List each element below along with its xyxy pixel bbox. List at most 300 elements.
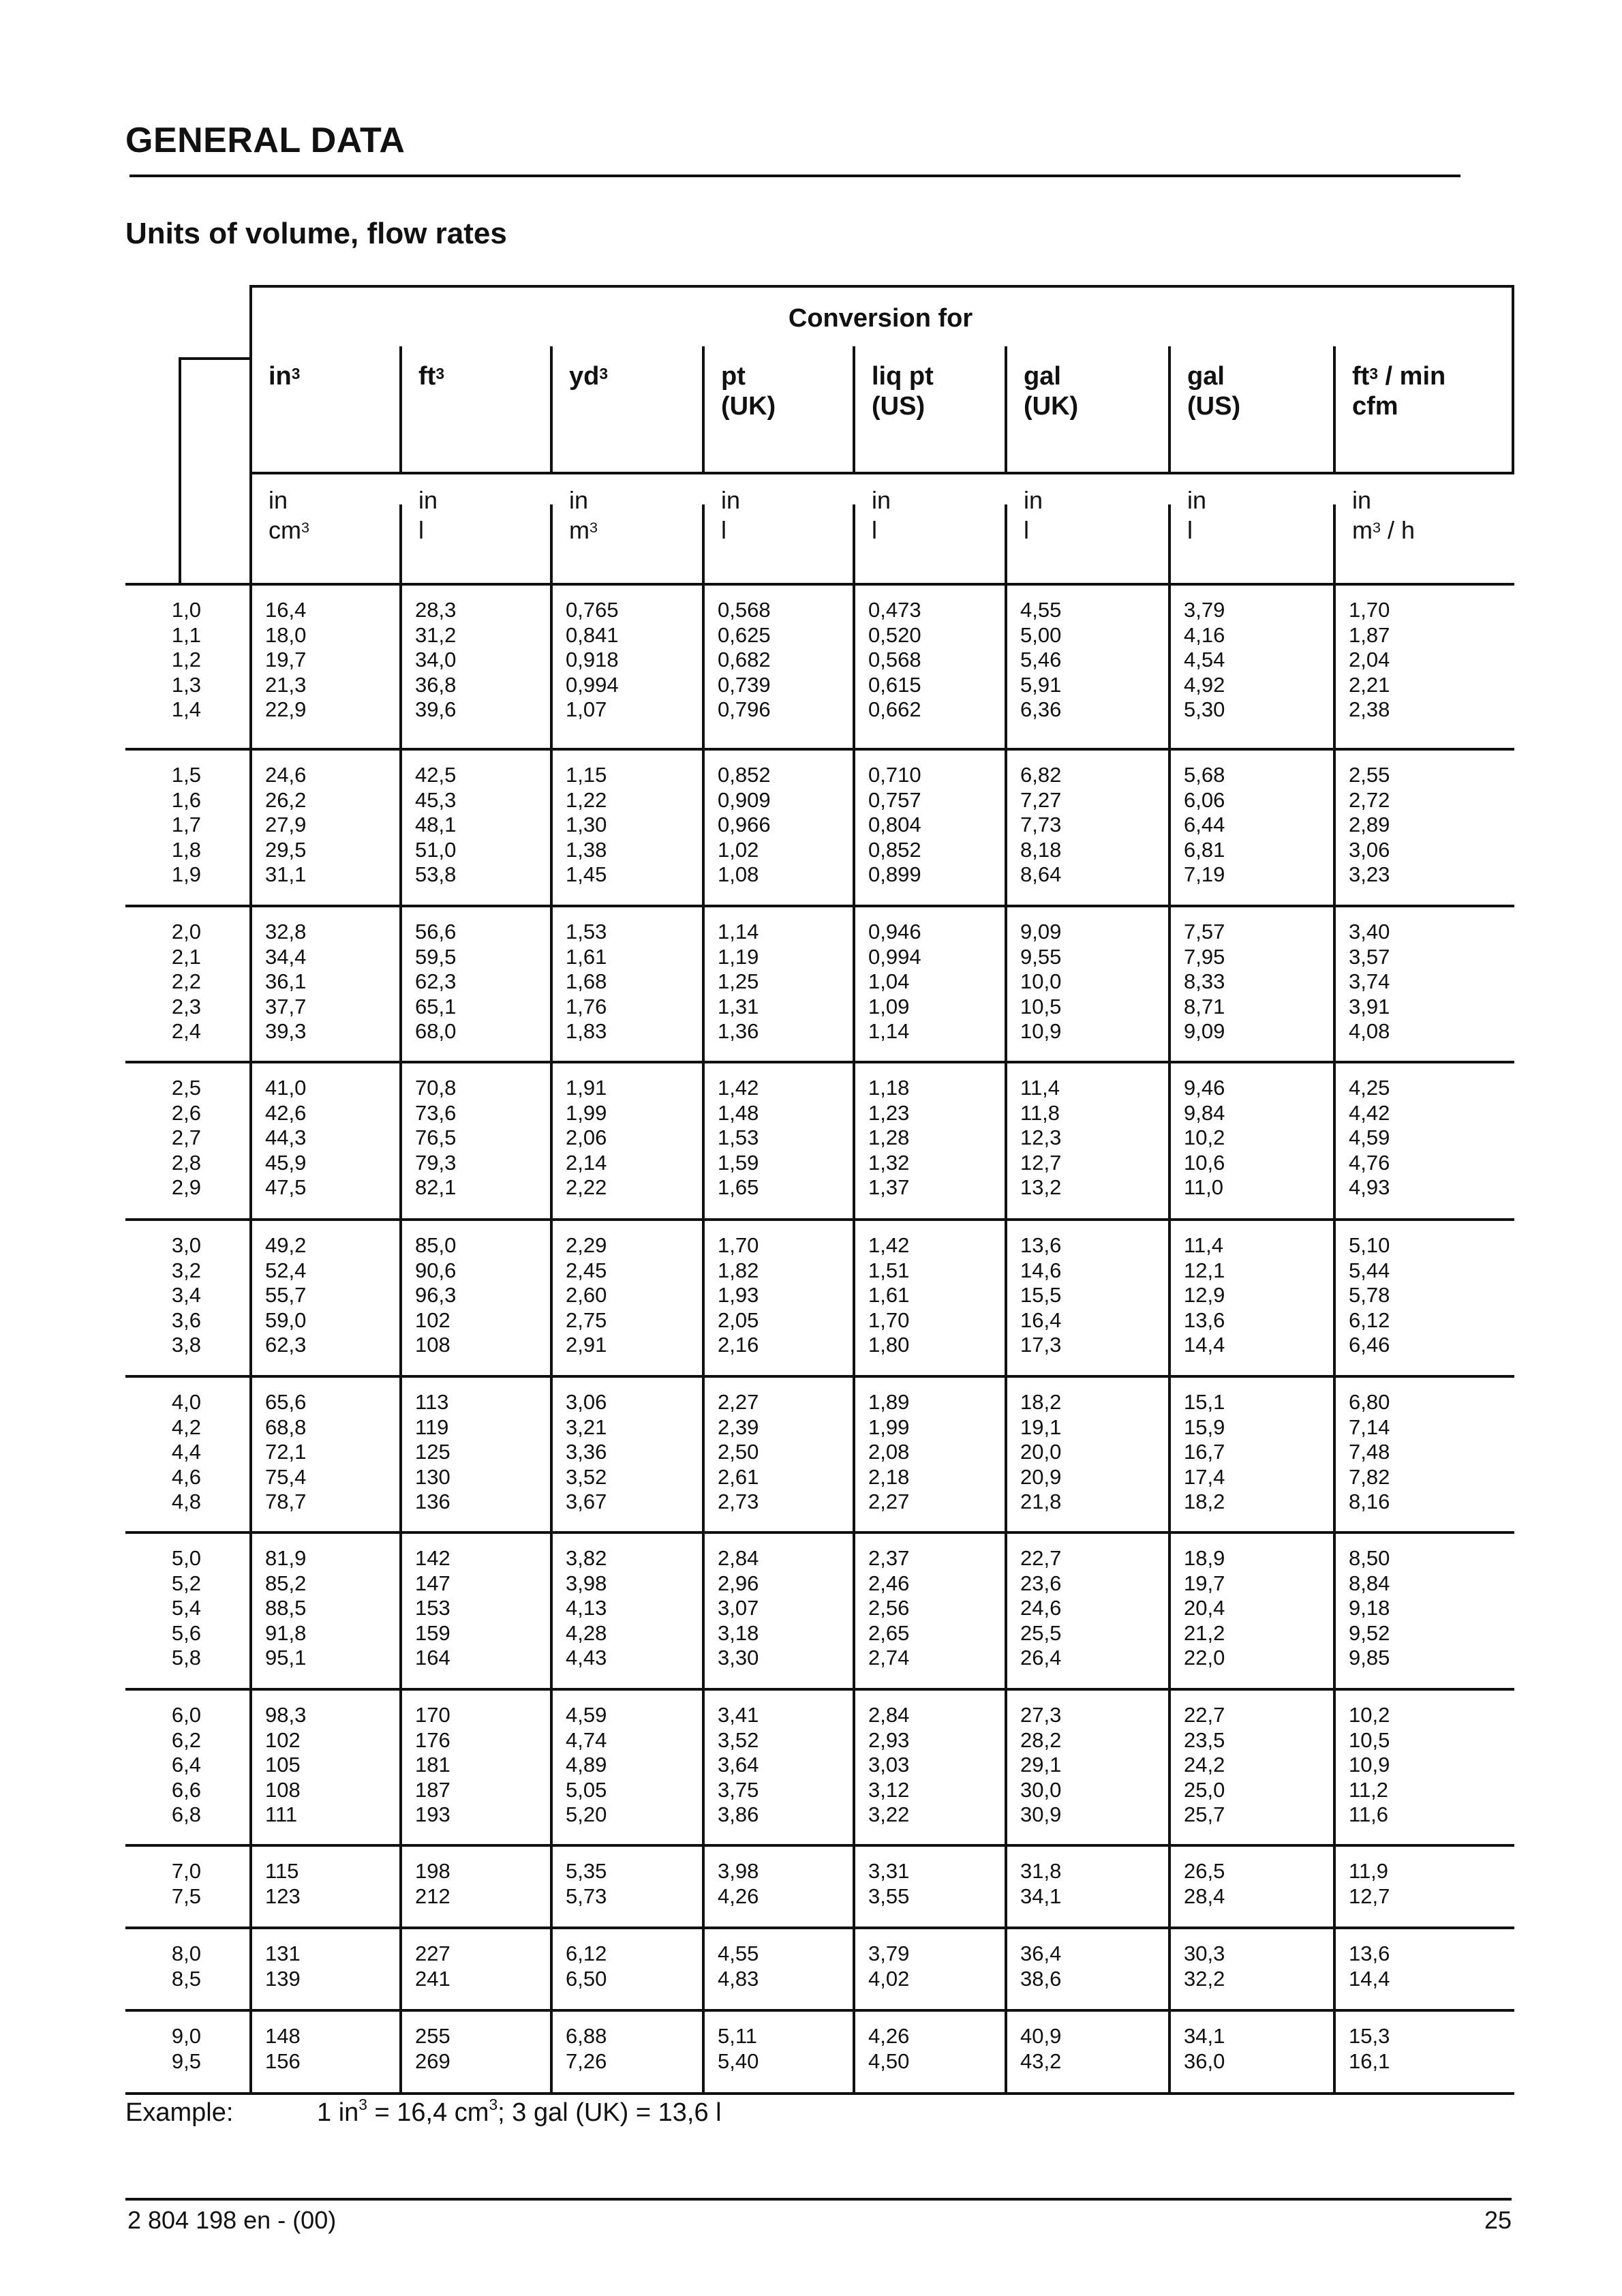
table-cell: 9,18 [1349,1596,1390,1620]
row-value-stub: 1,7 [171,813,201,836]
table-cell: 7,57 [1184,920,1225,943]
table-cell: 55,7 [265,1283,307,1307]
table-cell: 36,8 [415,672,457,697]
table-cell: 3,06 [566,1390,607,1414]
table-cell: 4,43 [566,1646,607,1670]
table-cell: 36,4 [1020,1942,1062,1965]
table-cell: 3,52 [718,1727,759,1752]
table-cell: 3,55 [868,1884,910,1908]
table-cell: 5,35 [566,1859,607,1883]
row-value-stub: 2,7 [171,1126,201,1149]
table-cell: 3,74 [1349,969,1390,993]
row-value-stub: 5,0 [171,1546,201,1570]
table-cell: 6,80 [1349,1390,1390,1414]
column-header: $ft^3$ [418,362,444,391]
row-value-stub: 4,8 [171,1490,201,1513]
table-cell: 147 [415,1571,450,1595]
table-cell: 5,05 [566,1777,607,1802]
table-cell: 2,27 [868,1490,910,1513]
column-target-unit: in $cm^3$ [269,486,310,544]
table-cell: 2,46 [868,1571,910,1595]
table-cell: 4,55 [718,1942,759,1965]
table-cell: 4,08 [1349,1019,1390,1043]
table-cell: 181 [415,1753,450,1777]
table-cell: 34,1 [1020,1884,1062,1908]
table-cell: 65,6 [265,1390,307,1414]
row-value-stub: 2,3 [171,994,201,1018]
table-cell: 131 [265,1942,301,1965]
table-cell: 27,3 [1020,1703,1062,1727]
row-value-stub: 1,9 [171,862,201,886]
table-cell: 1,91 [566,1076,607,1100]
table-cell: 1,70 [868,1308,910,1332]
table-cell: 96,3 [415,1283,457,1307]
group-rule [125,1061,1514,1063]
table-cell: 20,4 [1184,1596,1225,1620]
table-cell: 2,72 [1349,787,1390,812]
table-cell: 39,3 [265,1019,307,1043]
table-cell: 59,0 [265,1308,307,1332]
table-cell: 4,83 [718,1966,759,1991]
table-cell: 9,52 [1349,1620,1390,1645]
table-cell: 30,0 [1020,1777,1062,1802]
table-cell: 2,84 [868,1703,910,1727]
table-cell: 6,44 [1184,813,1225,836]
table-cell: 212 [415,1884,450,1908]
table-cell: 102 [415,1308,450,1332]
table-cell: 23,5 [1184,1727,1225,1752]
table-cell: 38,6 [1020,1966,1062,1991]
table-cell: 95,1 [265,1646,307,1670]
row-value-stub: 2,0 [171,920,201,943]
table-cell: 4,16 [1184,622,1225,647]
table-cell: 1,42 [718,1076,759,1100]
row-value-stub: 8,5 [171,1966,201,1991]
table-cell: 78,7 [265,1490,307,1513]
table-cell: 0,568 [868,648,921,671]
table-cell: 4,59 [566,1703,607,1727]
row-value-stub: 1,4 [171,697,201,721]
example-label: Example: [125,2098,234,2127]
table-cell: 2,29 [566,1233,607,1257]
column-divider [399,504,402,2092]
row-value-stub: 1,6 [171,787,201,812]
table-cell: 29,5 [265,837,307,862]
table-cell: 36,0 [1184,2049,1225,2073]
table-cell: 18,2 [1020,1390,1062,1414]
table-cell: 16,7 [1184,1440,1225,1464]
table-cell: 3,91 [1349,994,1390,1018]
table-cell: 2,39 [718,1415,759,1439]
table-cell: 170 [415,1703,450,1727]
table-cell: 4,28 [566,1620,607,1645]
table-cell: 3,52 [566,1464,607,1489]
table-cell: 6,12 [566,1942,607,1965]
table-cell: 1,82 [718,1258,759,1282]
table-cell: 82,1 [415,1175,457,1199]
table-cell: 0,757 [868,787,921,812]
table-cell: 21,3 [265,672,307,697]
table-cell: 7,48 [1349,1440,1390,1464]
table-cell: 31,8 [1020,1859,1062,1883]
table-cell: 2,56 [868,1596,910,1620]
table-cell: 0,796 [718,697,771,721]
table-cell: 52,4 [265,1258,307,1282]
table-cell: 11,2 [1349,1777,1389,1802]
table-cell: 10,5 [1349,1727,1390,1752]
table-cell: 7,19 [1184,862,1225,886]
table-cell: 12,9 [1184,1283,1225,1307]
table-cell: 44,3 [265,1126,307,1149]
table-cell: 25,7 [1184,1802,1225,1826]
table-cell: 42,6 [265,1100,307,1125]
table-cell: 1,51 [868,1258,910,1282]
table-cell: 1,14 [868,1019,910,1043]
table-cell: 7,95 [1184,944,1225,969]
table-cell: 34,0 [415,648,457,671]
table-cell: 45,9 [265,1150,307,1175]
table-cell: 5,20 [566,1802,607,1826]
table-cell: 15,1 [1184,1390,1225,1414]
table-cell: 1,80 [868,1333,910,1357]
group-rule [125,1375,1514,1378]
stub-bracket-top [179,357,249,360]
table-cell: 3,82 [566,1546,607,1570]
table-cell: 70,8 [415,1076,457,1100]
table-cell: 1,28 [868,1126,910,1149]
row-value-stub: 3,0 [171,1233,201,1257]
table-cell: 136 [415,1490,450,1513]
table-cell: 5,00 [1020,622,1062,647]
group-rule [125,1531,1514,1534]
header-column-divider [702,346,705,472]
conversion-label: Conversion for [788,304,973,333]
table-cell: 62,3 [415,969,457,993]
table-cell: 1,70 [1349,598,1390,622]
table-cell: 9,84 [1184,1100,1225,1125]
row-value-stub: 2,9 [171,1175,201,1199]
table-cell: 53,8 [415,862,457,886]
row-value-stub: 8,0 [171,1942,201,1965]
table-cell: 108 [265,1777,301,1802]
row-value-stub: 1,0 [171,598,201,622]
column-divider [853,504,855,2092]
table-cell: 1,61 [868,1283,910,1307]
group-rule [125,1688,1514,1691]
table-cell: 2,21 [1349,672,1390,697]
table-cell: 4,02 [868,1966,910,1991]
table-cell: 0,765 [566,598,619,622]
table-cell: 19,1 [1020,1415,1062,1439]
table-cell: 111 [265,1802,298,1826]
table-cell: 2,93 [868,1727,910,1752]
table-cell: 18,9 [1184,1546,1225,1570]
group-rule [125,1218,1514,1221]
table-cell: 4,50 [868,2049,910,2073]
header-column-divider [1333,346,1336,472]
table-cell: 8,71 [1184,994,1225,1018]
table-cell: 227 [415,1942,450,1965]
row-value-stub: 5,6 [171,1620,201,1645]
table-cell: 164 [415,1646,450,1670]
table-cell: 1,99 [566,1100,607,1125]
table-top-border [249,285,1514,288]
table-cell: 85,0 [415,1233,457,1257]
table-cell: 23,6 [1020,1571,1062,1595]
table-cell: 1,09 [868,994,910,1018]
table-cell: 31,2 [415,622,457,647]
table-cell: 3,75 [718,1777,759,1802]
table-cell: 6,06 [1184,787,1225,812]
table-cell: 20,0 [1020,1440,1062,1464]
table-cell: 12,7 [1020,1150,1062,1175]
table-cell: 3,79 [1184,598,1225,622]
column-target-unit: in l [721,486,741,544]
column-header: gal (UK) [1024,362,1079,421]
row-value-stub: 1,3 [171,672,201,697]
row-value-stub: 7,5 [171,1884,201,1908]
table-cell: 16,4 [1020,1308,1062,1332]
table-cell: 3,64 [718,1753,759,1777]
table-cell: 13,2 [1020,1175,1062,1199]
table-cell: 2,27 [718,1390,759,1414]
table-cell: 18,0 [265,622,307,647]
row-value-stub: 1,2 [171,648,201,671]
table-cell: 3,03 [868,1753,910,1777]
column-header: $yd^3$ [569,362,609,391]
table-cell: 4,13 [566,1596,607,1620]
table-cell: 5,11 [718,2024,758,2048]
table-cell: 6,36 [1020,697,1062,721]
table-cell: 25,5 [1020,1620,1062,1645]
table-cell: 32,2 [1184,1966,1225,1991]
table-cell: 4,55 [1020,598,1062,622]
table-cell: 62,3 [265,1333,307,1357]
table-cell: 0,966 [718,813,771,836]
table-cell: 2,55 [1349,763,1390,787]
table-cell: 11,6 [1349,1802,1389,1826]
table-cell: 2,22 [566,1175,607,1199]
table-cell: 0,909 [718,787,771,812]
table-cell: 3,23 [1349,862,1390,886]
table-cell: 1,87 [1349,622,1390,647]
table-cell: 21,2 [1184,1620,1225,1645]
table-cell: 42,5 [415,763,457,787]
row-value-stub: 5,2 [171,1571,201,1595]
table-cell: 4,42 [1349,1100,1390,1125]
table-cell: 7,73 [1020,813,1062,836]
table-cell: 15,3 [1349,2024,1390,2048]
table-cell: 22,7 [1184,1703,1225,1727]
table-cell: 22,9 [265,697,307,721]
table-cell: 3,40 [1349,920,1390,943]
table-cell: 32,8 [265,920,307,943]
table-cell: 40,9 [1020,2024,1062,2048]
table-cell: 1,14 [718,920,759,943]
column-target-unit: in $m^3$ / h [1352,486,1416,544]
table-cell: 255 [415,2024,450,2048]
table-cell: 1,61 [566,944,607,969]
row-value-stub: 1,5 [171,763,201,787]
column-target-unit: in l [872,486,891,544]
table-cell: 1,68 [566,969,607,993]
table-cell: 1,65 [718,1175,759,1199]
table-cell: 1,30 [566,813,607,836]
table-cell: 1,31 [718,994,759,1018]
table-cell: 9,09 [1020,920,1062,943]
table-cell: 14,6 [1020,1258,1062,1282]
table-cell: 0,899 [868,862,921,886]
column-divider [1333,504,1336,2092]
table-cell: 142 [415,1546,450,1570]
table-cell: 0,739 [718,672,771,697]
row-value-stub: 5,8 [171,1646,201,1670]
table-cell: 13,6 [1020,1233,1062,1257]
table-cell: 20,9 [1020,1464,1062,1489]
table-cell: 29,1 [1020,1753,1062,1777]
table-cell: 8,64 [1020,862,1062,886]
table-cell: 30,9 [1020,1802,1062,1826]
table-cell: 73,6 [415,1100,457,1125]
table-cell: 6,82 [1020,763,1062,787]
table-cell: 1,25 [718,969,759,993]
table-cell: 198 [415,1859,450,1883]
table-cell: 7,27 [1020,787,1062,812]
table-cell: 156 [265,2049,301,2073]
table-cell: 10,0 [1020,969,1062,993]
table-cell: 153 [415,1596,450,1620]
group-rule [125,905,1514,907]
stub-bracket-line [179,357,181,583]
table-cell: 1,02 [718,837,759,862]
table-cell: 0,994 [566,672,619,697]
table-cell: 7,14 [1349,1415,1390,1439]
table-cell: 187 [415,1777,450,1802]
table-cell: 7,26 [566,2049,607,2073]
table-cell: 2,96 [718,1571,759,1595]
table-cell: 2,37 [868,1546,910,1570]
table-cell: 1,99 [868,1415,910,1439]
table-cell: 1,15 [566,763,607,787]
table-cell: 1,53 [718,1126,759,1149]
column-header: gal (US) [1187,362,1241,421]
table-cell: 102 [265,1727,301,1752]
table-cell: 8,84 [1349,1571,1390,1595]
table-cell: 9,09 [1184,1019,1225,1043]
table-cell: 6,12 [1349,1308,1390,1332]
group-rule [125,1844,1514,1847]
table-cell: 28,3 [415,598,457,622]
table-cell: 8,50 [1349,1546,1390,1570]
row-value-stub: 1,1 [171,622,201,647]
table-cell: 9,55 [1020,944,1062,969]
table-cell: 1,59 [718,1150,759,1175]
table-cell: 123 [265,1884,301,1908]
column-divider [550,504,553,2092]
row-value-stub: 2,1 [171,944,201,969]
table-cell: 18,2 [1184,1490,1225,1513]
table-cell: 3,18 [718,1620,759,1645]
table-cell: 1,32 [868,1150,910,1175]
table-cell: 15,9 [1184,1415,1225,1439]
group-rule [125,1927,1514,1929]
table-cell: 65,1 [415,994,457,1018]
table-cell: 2,08 [868,1440,910,1464]
row-value-stub: 3,2 [171,1258,201,1282]
data-start-rule [125,583,1514,586]
table-cell: 0,946 [868,920,921,943]
row-value-stub: 4,6 [171,1464,201,1489]
column-divider [1168,504,1171,2092]
table-cell: 4,76 [1349,1150,1390,1175]
row-value-stub: 6,0 [171,1703,201,1727]
table-cell: 1,04 [868,969,910,993]
table-cell: 22,0 [1184,1646,1225,1670]
table-cell: 4,26 [718,1884,759,1908]
table-cell: 193 [415,1802,450,1826]
table-cell: 10,2 [1184,1126,1225,1149]
table-cell: 26,2 [265,787,307,812]
table-right-border [1512,285,1514,474]
header-column-divider [550,346,553,472]
table-cell: 11,9 [1349,1859,1389,1883]
table-cell: 4,26 [868,2024,910,2048]
table-cell: 45,3 [415,787,457,812]
table-cell: 68,0 [415,1019,457,1043]
table-cell: 3,30 [718,1646,759,1670]
table-cell: 2,45 [566,1258,607,1282]
table-cell: 1,76 [566,994,607,1018]
table-cell: 27,9 [265,813,307,836]
table-cell: 10,2 [1349,1703,1390,1727]
table-cell: 9,46 [1184,1076,1225,1100]
group-rule [125,2092,1514,2095]
row-value-stub: 4,4 [171,1440,201,1464]
table-cell: 3,22 [868,1802,910,1826]
table-cell: 30,3 [1184,1942,1225,1965]
table-cell: 5,73 [566,1884,607,1908]
table-cell: 1,83 [566,1019,607,1043]
row-value-stub: 6,4 [171,1753,201,1777]
footer-rule [125,2198,1512,2201]
table-cell: 1,53 [566,920,607,943]
table-cell: 125 [415,1440,450,1464]
header-column-divider [1168,346,1171,472]
table-cell: 91,8 [265,1620,307,1645]
table-cell: 1,38 [566,837,607,862]
table-cell: 10,9 [1020,1019,1062,1043]
table-cell: 13,6 [1349,1942,1390,1965]
table-cell: 6,88 [566,2024,607,2048]
column-header: $ft^3$ / min cfm [1352,362,1446,421]
column-target-unit: in l [1187,486,1207,544]
table-cell: 0,710 [868,763,921,787]
table-cell: 34,1 [1184,2024,1225,2048]
table-cell: 7,82 [1349,1464,1390,1489]
table-cell: 0,852 [718,763,771,787]
header-column-divider [1005,346,1007,472]
table-cell: 6,46 [1349,1333,1390,1357]
table-cell: 4,25 [1349,1076,1390,1100]
table-cell: 11,4 [1184,1233,1224,1257]
row-value-stub: 6,8 [171,1802,201,1826]
table-cell: 49,2 [265,1233,307,1257]
table-cell: 12,7 [1349,1884,1390,1908]
table-cell: 2,65 [868,1620,910,1645]
table-cell: 4,74 [566,1727,607,1752]
table-cell: 85,2 [265,1571,307,1595]
table-cell: 14,4 [1349,1966,1390,1991]
